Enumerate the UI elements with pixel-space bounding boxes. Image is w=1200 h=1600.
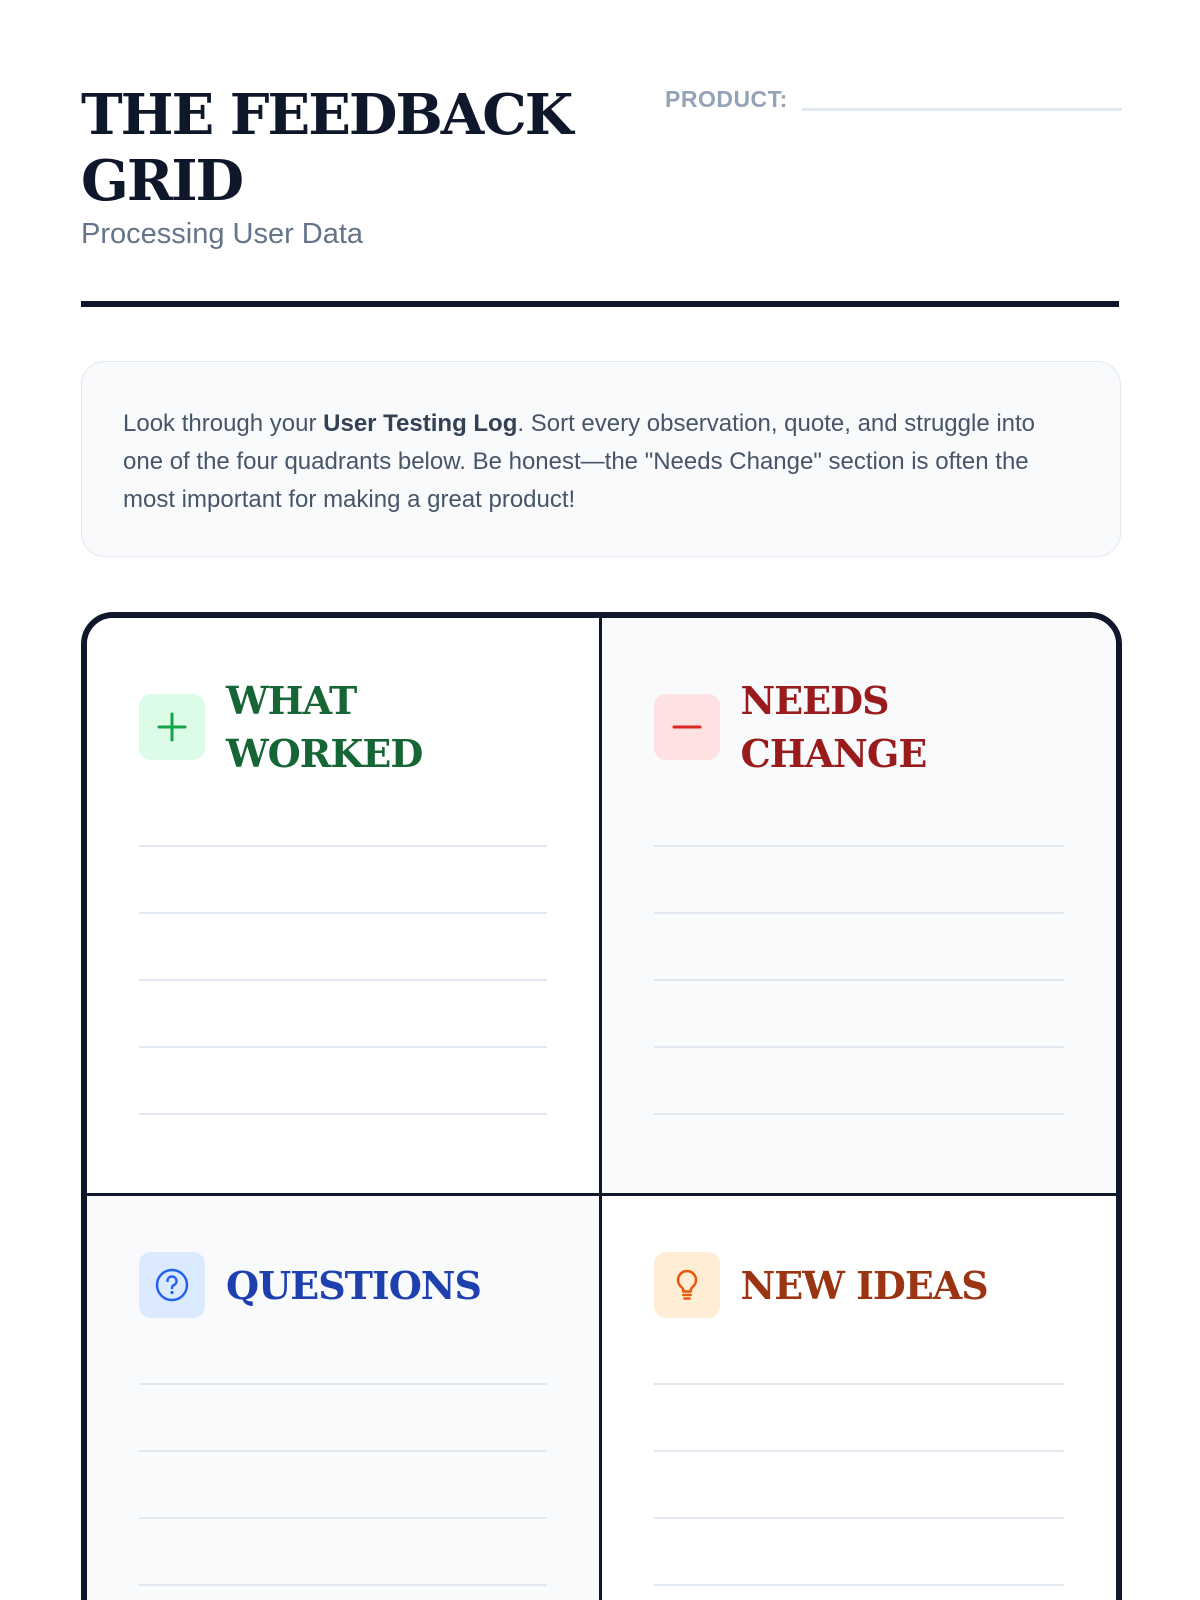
writing-line[interactable] (139, 1584, 547, 1586)
writing-line[interactable] (139, 979, 547, 981)
page-title: THE FEEDBACK GRID (81, 82, 572, 214)
feedback-grid (81, 612, 1122, 1600)
writing-line[interactable] (654, 1113, 1065, 1115)
plus-icon (139, 694, 205, 760)
quadrant-needs-change (602, 618, 1117, 1196)
instructions-text-after: . Sort every observation, quote, and struggle into one of the four quadrants below. Be honest—the "Needs Change" section is often the most important for making a great product! (123, 410, 1036, 513)
quadrant-title: WHAT WORKED (226, 678, 423, 776)
lightbulb-icon (654, 1252, 720, 1318)
quadrant-new-ideas (602, 1196, 1117, 1600)
writing-line[interactable] (654, 1383, 1065, 1385)
writing-line[interactable] (139, 845, 547, 847)
writing-line[interactable] (139, 912, 547, 914)
quadrant-title: NEEDS CHANGE (740, 678, 927, 776)
quadrant-header (139, 1252, 547, 1318)
header-divider (81, 301, 1119, 307)
worksheet-header (81, 0, 1119, 306)
writing-line[interactable] (139, 1113, 547, 1115)
writing-line[interactable] (139, 1450, 547, 1452)
quadrant-header (654, 674, 1065, 780)
writing-line[interactable] (654, 979, 1065, 981)
instructions-text-before: Look through your (123, 410, 324, 437)
writing-line[interactable] (654, 1584, 1065, 1586)
writing-line[interactable] (654, 1517, 1065, 1519)
writing-lines (139, 845, 547, 1115)
writing-line[interactable] (654, 1450, 1065, 1452)
instructions-bold-text: User Testing Log (323, 410, 518, 437)
writing-lines (654, 1383, 1065, 1600)
writing-line[interactable] (139, 1517, 547, 1519)
quadrant-header (654, 1252, 1065, 1318)
quadrant-title: QUESTIONS (226, 1262, 481, 1308)
writing-line[interactable] (139, 1383, 547, 1385)
product-field (665, 86, 1122, 113)
quadrant-header (139, 674, 547, 780)
quadrant-what-worked (87, 618, 602, 1196)
product-label: PRODUCT: (665, 86, 788, 112)
writing-lines (654, 845, 1065, 1115)
minus-icon (654, 694, 720, 760)
quadrant-title: NEW IDEAS (740, 1262, 988, 1308)
product-input-line[interactable] (802, 108, 1122, 111)
writing-lines (139, 1383, 547, 1600)
writing-line[interactable] (139, 1046, 547, 1048)
quadrant-questions (87, 1196, 602, 1600)
instructions-box (81, 361, 1121, 557)
page-subtitle: Processing User Data (81, 218, 364, 250)
writing-line[interactable] (654, 845, 1065, 847)
writing-line[interactable] (654, 912, 1065, 914)
question-circle-icon (139, 1252, 205, 1318)
writing-line[interactable] (654, 1046, 1065, 1048)
